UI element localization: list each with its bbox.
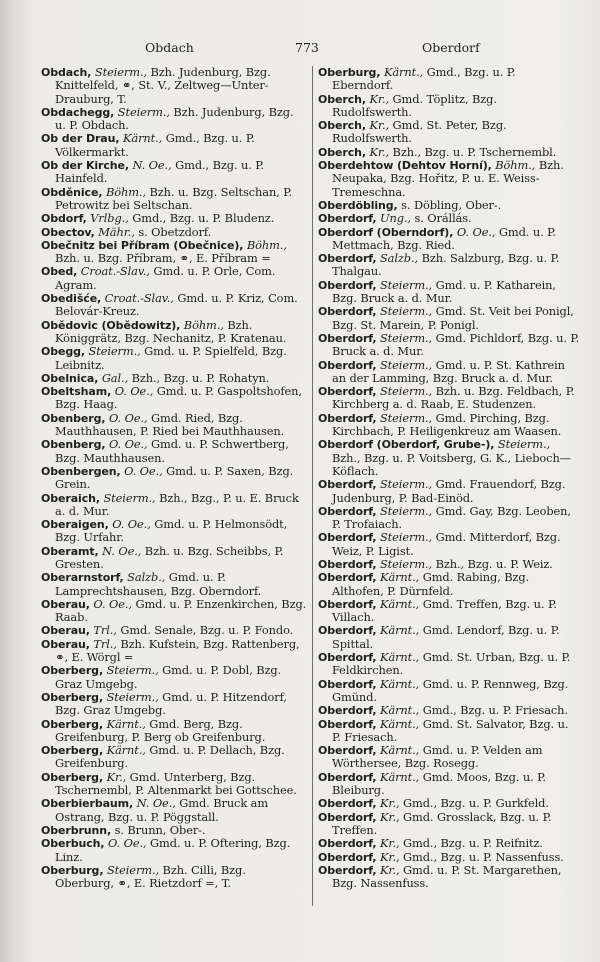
entry-region: Böhm., bbox=[105, 185, 146, 199]
directory-entry bbox=[318, 851, 580, 864]
directory-entry bbox=[41, 824, 307, 837]
entry-details: Gmd. u. P. Enzenkirchen, Bzg. Raab. bbox=[55, 597, 307, 625]
directory-entry bbox=[41, 385, 307, 412]
entry-place-name: Oberdorf, bbox=[318, 557, 377, 571]
directory-entry bbox=[318, 252, 580, 279]
entry-details: Gmd. Pirching, Bzg. Kirchbach, P. Heiligenkreuz am Waasen. bbox=[332, 411, 562, 439]
entry-region: Salzb., bbox=[127, 571, 166, 585]
entry-region: Kärnt., bbox=[379, 717, 420, 731]
directory-entry bbox=[41, 864, 307, 891]
entry-region: Kärnt., bbox=[379, 744, 420, 758]
entry-details: s. Orállás. bbox=[410, 212, 472, 226]
entry-region: Steierm., bbox=[379, 385, 433, 399]
entry-place-name: Oberdorf, bbox=[318, 770, 377, 784]
entry-details: Gmd. Senale, Bzg. u. P. Fondo. bbox=[116, 624, 294, 638]
entry-place-name: Oberburg, bbox=[318, 66, 381, 79]
entry-region: Gal., bbox=[101, 371, 129, 385]
entry-place-name: Oberaich, bbox=[41, 491, 100, 505]
column-divider bbox=[312, 66, 313, 906]
entry-details: Gmd. u. P. Velden am Wörthersee, Bzg. Rosegg. bbox=[332, 744, 543, 771]
entry-details: Gmd., Bzg. u. P. Nassenfuss. bbox=[399, 850, 564, 864]
entry-details: Gmd. u. P. Dellach, Bzg. Greifenburg. bbox=[55, 744, 285, 771]
entry-place-name: Oberdorf, bbox=[318, 411, 377, 425]
entry-region: Trl., bbox=[93, 637, 117, 651]
entry-details: Gmd. u. P. Orle, Com. Agram. bbox=[55, 265, 276, 292]
entry-details: Gmd. u. P. Saxen, Bzg. Grein. bbox=[55, 464, 294, 492]
entry-details: Gmd. Grosslack, Bzg. u. P. Treffen. bbox=[332, 810, 552, 837]
entry-region: Trl., bbox=[93, 624, 117, 638]
entry-details: Gmd., Bzg. u. P. Friesach. bbox=[419, 704, 568, 718]
directory-entry bbox=[318, 864, 580, 891]
entry-place-name: Obed, bbox=[41, 265, 78, 279]
entry-place-name: Oberdorf, bbox=[318, 478, 377, 492]
entry-details: Bzh. u. Bzg. Příbram, ⚭, E. Příbram = bbox=[55, 251, 271, 266]
entry-region: Kr., bbox=[379, 837, 400, 851]
entry-details: Bzh. u. Bzg. Feldbach, P. Kirchberg a. d. Raab, E. Studenzen. bbox=[332, 385, 575, 412]
entry-region: Steierm., bbox=[379, 531, 433, 545]
entry-region: Steierm., bbox=[94, 66, 147, 79]
directory-entry bbox=[41, 598, 307, 625]
entry-region: Croat.-Slav., bbox=[80, 265, 150, 279]
directory-entry bbox=[318, 305, 580, 332]
directory-entry bbox=[41, 797, 307, 824]
directory-entry bbox=[41, 744, 307, 771]
directory-entry bbox=[318, 119, 580, 146]
entry-details: Gmd. Gay, Bzg. Leoben, P. Trofaiach. bbox=[332, 504, 571, 532]
directory-entry bbox=[41, 837, 307, 864]
entry-region: Croat.-Slav., bbox=[104, 292, 174, 306]
directory-entry bbox=[318, 558, 580, 571]
entry-region: Steierm., bbox=[379, 557, 433, 571]
entry-details: Bzh. Königgrätz, Bzg. Nechanitz, P. Kratenau. bbox=[55, 318, 287, 345]
entry-region: Böhm., bbox=[246, 238, 287, 252]
entry-place-name: Ob der Kirche, bbox=[41, 159, 129, 173]
entry-details: Gmd. u. P. St. Kathrein an der Lamming, Bzg. Bruck a. d. Mur. bbox=[332, 358, 565, 385]
entry-region: Kärnt., bbox=[106, 717, 146, 731]
entry-place-name: Oberau, bbox=[41, 624, 90, 638]
directory-entry bbox=[41, 771, 307, 798]
entry-place-name: Oberdorf, bbox=[318, 305, 377, 319]
entry-place-name: Oberberg, bbox=[41, 690, 104, 704]
entry-place-name: Oberch, bbox=[318, 145, 366, 159]
entry-region: Kärnt., bbox=[383, 66, 424, 79]
entry-region: Steierm., bbox=[106, 690, 159, 704]
directory-entry bbox=[41, 638, 307, 665]
entry-details: Bzh. Salzburg, Bzg. u. P. Thalgau. bbox=[332, 252, 560, 279]
directory-entry bbox=[41, 106, 307, 133]
entry-details: Gmd. Töplitz, Bzg. Rudolfswerth. bbox=[332, 92, 497, 119]
entry-place-name: Oberdorf (Oberndorf), bbox=[318, 225, 454, 239]
entry-place-name: Obdach, bbox=[41, 66, 92, 79]
entry-place-name: Oberdorf, bbox=[318, 212, 377, 226]
entry-details: Gmd. u. P. Kriz, Com. Belovár-Kreuz. bbox=[55, 292, 298, 319]
entry-place-name: Oberdorf, bbox=[318, 717, 377, 731]
directory-entry bbox=[318, 505, 580, 532]
header-right-keyword: Oberdorf bbox=[422, 40, 480, 55]
directory-entry bbox=[41, 518, 307, 545]
entry-region: Steierm., bbox=[88, 345, 141, 359]
entry-region: Kärnt., bbox=[379, 704, 420, 718]
entry-place-name: Oberdorf, bbox=[318, 278, 377, 292]
entry-region: Steierm., bbox=[379, 305, 433, 319]
directory-entry bbox=[318, 146, 580, 159]
directory-entry bbox=[318, 531, 580, 558]
directory-entry bbox=[318, 624, 580, 651]
entry-details: Gmd. u. P. Spielfeld, Bzg. Leibnitz. bbox=[55, 345, 287, 372]
entry-place-name: Oberaigen, bbox=[41, 518, 109, 532]
entry-details: Gmd. St. Urban, Bzg. u. P. Feldkirchen. bbox=[332, 651, 571, 678]
entry-region: Kärnt., bbox=[379, 677, 420, 691]
entry-place-name: Oberdorf, bbox=[318, 651, 377, 665]
entry-region: Steierm., bbox=[106, 863, 160, 877]
entry-place-name: Oberdorf, bbox=[318, 571, 377, 585]
entry-details: Gmd. u. P. Rennweg, Bzg. Gmünd. bbox=[332, 677, 569, 704]
entry-region: Kr., bbox=[379, 850, 400, 864]
entry-place-name: Oberdorf, bbox=[318, 744, 377, 758]
entry-region: Kärnt., bbox=[122, 132, 163, 146]
directory-entry bbox=[318, 279, 580, 306]
entry-place-name: Oberdehtow (Dehtov Horní), bbox=[318, 159, 492, 173]
entry-details: Bzh., Bzg. u. P. Tschernembl. bbox=[389, 145, 557, 159]
entry-region: O. Oe., bbox=[112, 518, 151, 532]
entry-details: Gmd. Treffen, Bzg. u. P. Villach. bbox=[332, 597, 557, 625]
entry-region: Steierm., bbox=[117, 105, 170, 119]
entry-place-name: Oberdöbling, bbox=[318, 198, 398, 212]
entry-region: Steierm., bbox=[379, 504, 433, 518]
directory-entry bbox=[318, 571, 580, 598]
entry-region: Böhm., bbox=[495, 159, 536, 173]
entry-region: Vrlbg., bbox=[90, 212, 129, 226]
entry-place-name: Obeltsham, bbox=[41, 385, 112, 399]
directory-entry bbox=[41, 545, 307, 572]
entry-region: Kr., bbox=[379, 810, 400, 824]
entry-place-name: Oberdorf, bbox=[318, 850, 377, 864]
entry-details: Gmd. St. Peter, Bzg. Rudolfswerth. bbox=[332, 119, 507, 146]
entry-details: Gmd., Bzg. u. P. Bludenz. bbox=[128, 212, 275, 226]
directory-entry bbox=[41, 372, 307, 385]
directory-entry bbox=[41, 66, 307, 106]
entry-place-name: Oberdorf, bbox=[318, 797, 377, 811]
entry-place-name: Obdachegg, bbox=[41, 105, 115, 119]
directory-entry bbox=[41, 159, 307, 186]
entry-details: s. Döbling, Ober-. bbox=[397, 198, 502, 212]
entry-region: Mähr., bbox=[98, 225, 135, 239]
entry-place-name: Oberdorf, bbox=[318, 810, 377, 824]
entry-region: Kärnt., bbox=[106, 744, 146, 758]
entry-place-name: Oberarnstorf, bbox=[41, 571, 124, 585]
entry-place-name: Oberbuch, bbox=[41, 837, 105, 851]
entry-region: Kärnt., bbox=[379, 624, 420, 638]
directory-entry bbox=[318, 226, 580, 253]
directory-entry bbox=[41, 438, 307, 465]
entry-region: Kärnt., bbox=[379, 597, 420, 611]
entry-place-name: Obědovic (Obědowitz), bbox=[41, 318, 181, 332]
entry-place-name: Oberdorf, bbox=[318, 863, 377, 877]
entry-details: Gmd., Bzg. u. P. Hainfeld. bbox=[55, 159, 265, 186]
entry-place-name: Obečnitz bei Příbram (Obečnice), bbox=[41, 238, 244, 252]
entry-details: Gmd. St. Salvator, Bzg. u. P. Friesach. bbox=[332, 717, 569, 744]
entry-details: Gmd. u. P. Hitzendorf, Bzg. Graz Umgebg. bbox=[55, 690, 287, 718]
directory-entry bbox=[318, 718, 580, 745]
entry-region: Steierm., bbox=[497, 438, 550, 452]
entry-place-name: Obelnica, bbox=[41, 371, 99, 385]
directory-entry bbox=[318, 704, 580, 717]
entry-place-name: Obectov, bbox=[41, 225, 95, 239]
entry-place-name: Oberch, bbox=[318, 119, 366, 133]
entry-place-name: Oberamt, bbox=[41, 544, 99, 558]
entry-details: Gmd., Bzg. u. P. Eberndorf. bbox=[332, 66, 516, 93]
entry-details: Bzh., Bzg. u. P. Rohatyn. bbox=[128, 371, 270, 385]
directory-entry bbox=[41, 239, 307, 266]
entry-place-name: Oberbierbaum, bbox=[41, 797, 134, 811]
entry-place-name: Oberberg, bbox=[41, 744, 104, 758]
directory-entry bbox=[318, 598, 580, 625]
entry-place-name: Oberberg, bbox=[41, 664, 104, 678]
entry-details: Bzh. Judenburg, Bzg. u. P. Obdach. bbox=[55, 105, 294, 133]
directory-entry bbox=[41, 412, 307, 439]
entry-place-name: Oberberg, bbox=[41, 717, 104, 731]
entry-region: Kr., bbox=[106, 770, 127, 784]
entry-region: Kärnt., bbox=[379, 651, 420, 665]
entry-place-name: Oberch, bbox=[318, 92, 366, 106]
entry-place-name: Oberberg, bbox=[41, 770, 104, 784]
entry-region: N. Oe., bbox=[102, 544, 142, 558]
entry-details: s. Brunn, Ober-. bbox=[111, 823, 206, 837]
entry-details: Gmd., Bzg. u. P. Gurkfeld. bbox=[399, 797, 549, 811]
entry-region: N. Oe., bbox=[136, 797, 176, 811]
directory-entry bbox=[318, 651, 580, 678]
entry-details: Gmd. Berg, Bzg. Greifenburg, P. Berg ob Greifenburg. bbox=[55, 717, 266, 744]
entry-details: Gmd. u. P. Lamprechtshausen, Bzg. Oberndorf. bbox=[55, 571, 262, 598]
entry-place-name: Oberdorf, bbox=[318, 385, 377, 399]
entry-details: Gmd. u. P. Helmonsödt, Bzg. Urfahr. bbox=[55, 518, 288, 545]
entry-details: Bzh. Kufstein, Bzg. Rattenberg, ⚭, E. Wörgl = bbox=[55, 637, 300, 665]
entry-details: Gmd. Mitterdorf, Bzg. Weiz, P. Ligist. bbox=[332, 531, 561, 558]
page-number: 773 bbox=[295, 40, 319, 55]
directory-entry bbox=[41, 292, 307, 319]
entry-details: Gmd. u. P. Schwertberg, Bzg. Mauthhausen. bbox=[55, 438, 289, 465]
left-column bbox=[41, 66, 307, 890]
directory-entry bbox=[41, 691, 307, 718]
directory-entry bbox=[41, 571, 307, 598]
entry-region: Steierm., bbox=[379, 411, 433, 425]
entry-details: Gmd. Frauendorf, Bzg. Judenburg, P. Bad-Einöd. bbox=[332, 478, 566, 505]
entry-region: Steierm., bbox=[379, 478, 433, 492]
entry-region: O. Oe., bbox=[456, 225, 496, 239]
header-left-keyword: Obdach bbox=[145, 40, 194, 55]
directory-entry bbox=[318, 359, 580, 386]
entry-details: Gmd. Pichldorf, Bzg. u. P. Bruck a. d. Mur. bbox=[332, 331, 580, 359]
entry-place-name: Oberdorf, bbox=[318, 504, 377, 518]
entry-details: Gmd. Moos, Bzg. u. P. Bleiburg. bbox=[332, 770, 546, 798]
entry-region: Kr., bbox=[369, 92, 390, 106]
entry-details: Bzh., Bzg. u. P. Voitsberg, G. K., Lieboch—Köflach. bbox=[332, 450, 571, 478]
entry-place-name: Obenbergen, bbox=[41, 464, 121, 478]
entry-place-name: Obenberg, bbox=[41, 438, 106, 452]
entry-place-name: Oberau, bbox=[41, 637, 90, 651]
directory-entry bbox=[318, 66, 580, 93]
entry-region: Steierm., bbox=[379, 331, 433, 345]
entry-region: Steierm., bbox=[103, 491, 156, 505]
entry-details: Gmd. Bruck am Ostrang, Bzg. u. P. Pöggstall. bbox=[55, 797, 269, 824]
entry-region: O. Oe., bbox=[93, 597, 132, 611]
directory-entry bbox=[41, 212, 307, 225]
entry-details: Gmd. u. P. Gaspoltshofen, Bzg. Haag. bbox=[55, 385, 302, 412]
entry-place-name: Oberdorf, bbox=[318, 597, 377, 611]
entry-region: Kr., bbox=[379, 863, 400, 877]
directory-entry bbox=[318, 837, 580, 850]
entry-details: Bzh. Cilli, Bzg. Oberburg, ⚭, E. Rietzdorf =, T. bbox=[55, 863, 246, 891]
entry-details: Gmd. St. Veit bei Ponigl, Bzg. St. Marein, P. Ponigl. bbox=[332, 305, 574, 332]
entry-place-name: Oberdorf (Oberdorf, Grube-), bbox=[318, 438, 495, 452]
entry-details: Bzh., Bzg. u. P. Weiz. bbox=[432, 557, 553, 571]
directory-entry bbox=[41, 265, 307, 292]
entry-place-name: Oberbrunn, bbox=[41, 823, 112, 837]
entry-place-name: Oberdorf, bbox=[318, 624, 377, 638]
directory-entry bbox=[318, 385, 580, 412]
directory-entry bbox=[41, 624, 307, 637]
entry-details: Bzh. u. Bzg. Scheibbs, P. Gresten. bbox=[55, 544, 284, 571]
entry-details: Gmd., Bzg. u. P. Reifnitz. bbox=[399, 837, 543, 851]
entry-region: O. Oe., bbox=[124, 464, 163, 478]
entry-details: Gmd. u. P. Oftering, Bzg. Linz. bbox=[55, 837, 291, 864]
entry-details: Bzh. Neupaka, Bzg. Hořitz, P. u. E. Weiss-Tremeschna. bbox=[332, 159, 564, 199]
entry-place-name: Oberdorf, bbox=[318, 358, 377, 372]
right-column bbox=[318, 66, 580, 890]
directory-entry bbox=[41, 492, 307, 519]
entry-details: Gmd. Unterberg, Bzg. Tschernembl, P. Altenmarkt bei Gottschee. bbox=[55, 770, 297, 798]
entry-place-name: Obedišće, bbox=[41, 292, 102, 306]
entry-place-name: Obegg, bbox=[41, 345, 86, 359]
entry-details: Bzh. Judenburg, Bzg. Knittelfeld, ⚭, St. V., Zeltweg—Unter-Drauburg, T. bbox=[55, 66, 271, 106]
directory-entry bbox=[41, 718, 307, 745]
directory-entry bbox=[318, 199, 580, 212]
entry-region: O. Oe., bbox=[114, 385, 154, 399]
entry-details: Gmd. u. P. St. Margarethen, Bzg. Nassenfuss. bbox=[332, 863, 562, 891]
entry-details: Gmd. u. P. Katharein, Bzg. Bruck a. d. Mur. bbox=[332, 278, 556, 306]
entry-place-name: Oberdorf, bbox=[318, 704, 377, 718]
entry-details: Gmd. Ried, Bzg. Mauthhausen, P. Ried bei Mauthhausen. bbox=[55, 411, 285, 439]
directory-entry bbox=[318, 93, 580, 120]
directory-entry bbox=[318, 797, 580, 810]
entry-region: Böhm., bbox=[183, 318, 224, 332]
entry-region: O. Oe., bbox=[108, 438, 148, 452]
entry-details: Gmd. u. P. Mettmach, Bzg. Ried. bbox=[332, 225, 556, 252]
entry-region: Kärnt., bbox=[379, 770, 420, 784]
entry-region: Kr., bbox=[379, 797, 400, 811]
entry-place-name: Oberdorf, bbox=[318, 252, 377, 266]
directory-entry bbox=[41, 319, 307, 346]
directory-entry bbox=[318, 811, 580, 838]
entry-details: Gmd. Rabing, Bzg. Althofen, P. Dürnfeld. bbox=[332, 571, 530, 598]
entry-details: Bzh., Bzg., P. u. E. Bruck a. d. Mur. bbox=[55, 491, 299, 518]
entry-region: Kr., bbox=[369, 145, 390, 159]
directory-entry bbox=[41, 226, 307, 239]
directory-entry bbox=[41, 345, 307, 372]
directory-entry bbox=[41, 132, 307, 159]
entry-region: N. Oe., bbox=[132, 159, 172, 173]
directory-entry bbox=[318, 212, 580, 225]
entry-place-name: Obděnice, bbox=[41, 185, 103, 199]
entry-region: Steierm., bbox=[379, 278, 433, 292]
directory-entry bbox=[318, 678, 580, 705]
directory-entry bbox=[318, 478, 580, 505]
entry-region: Steierm., bbox=[106, 664, 159, 678]
entry-place-name: Oberdorf, bbox=[318, 677, 377, 691]
directory-entry bbox=[318, 744, 580, 771]
directory-entry bbox=[41, 186, 307, 213]
entry-place-name: Oberdorf, bbox=[318, 331, 377, 345]
entry-place-name: Oberburg, bbox=[41, 863, 104, 877]
directory-entry bbox=[318, 332, 580, 359]
entry-region: Kr., bbox=[369, 119, 390, 133]
entry-region: O. Oe., bbox=[107, 837, 147, 851]
directory-entry bbox=[318, 771, 580, 798]
entry-details: Gmd. Lendorf, Bzg. u. P. Spittal. bbox=[332, 624, 560, 651]
entry-region: Ung., bbox=[379, 212, 411, 226]
directory-entry bbox=[318, 438, 580, 478]
directory-entry bbox=[318, 159, 580, 199]
entry-region: Kärnt., bbox=[379, 571, 420, 585]
directory-entry bbox=[41, 664, 307, 691]
entry-details: Gmd., Bzg. u. P. Völkermarkt. bbox=[55, 132, 255, 159]
entry-region: Salzb., bbox=[379, 252, 419, 266]
entry-region: Steierm., bbox=[379, 358, 433, 372]
entry-details: Bzh. u. Bzg. Seltschan, P. Petrowitz bei Seltschan. bbox=[55, 185, 292, 212]
directory-entry bbox=[318, 412, 580, 439]
entry-details: s. Obetzdorf. bbox=[134, 225, 212, 239]
entry-place-name: Oberdorf, bbox=[318, 837, 377, 851]
directory-entry bbox=[41, 465, 307, 492]
entry-place-name: Oberdorf, bbox=[318, 531, 377, 545]
entry-place-name: Obdorf, bbox=[41, 212, 87, 226]
entry-place-name: Ob der Drau, bbox=[41, 132, 120, 146]
entry-details: Gmd. u. P. Dobl, Bzg. Graz Umgebg. bbox=[55, 664, 282, 691]
entry-region: O. Oe., bbox=[108, 411, 148, 425]
entry-place-name: Oberau, bbox=[41, 597, 90, 611]
entry-place-name: Obenberg, bbox=[41, 411, 106, 425]
page-header bbox=[0, 40, 600, 60]
